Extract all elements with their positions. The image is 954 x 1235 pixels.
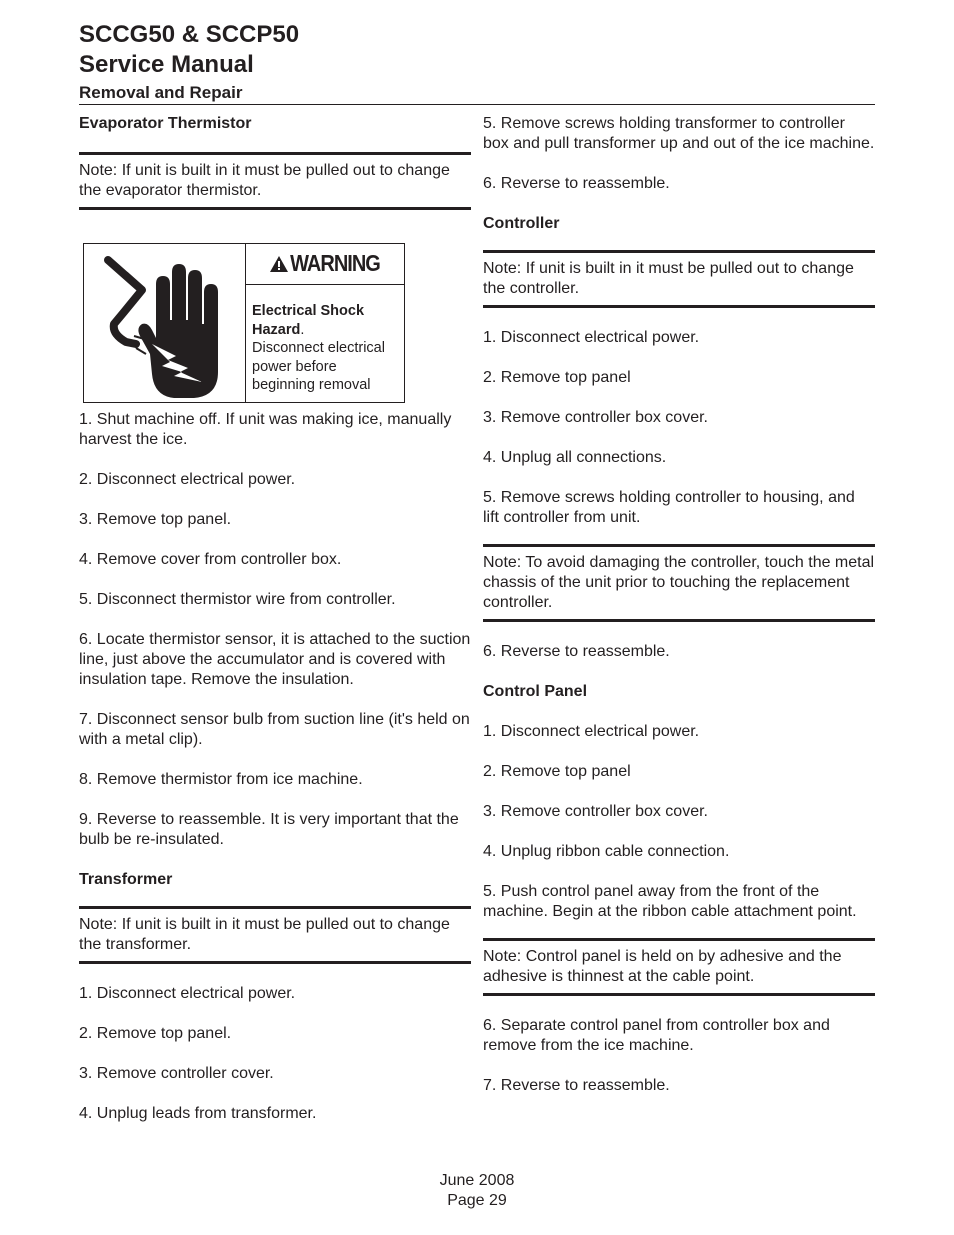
controller-step-2: 2. Remove top panel — [483, 369, 631, 386]
warning-triangle-icon — [270, 256, 288, 272]
panel-step-1: 1. Disconnect electrical power. — [483, 723, 700, 740]
evap-step-1: 1. Shut machine off. If unit was making ice, manually harvest the ice. — [79, 411, 452, 448]
right-column — [483, 114, 875, 1116]
controller-step-4: 4. Unplug all connections. — [483, 449, 667, 466]
panel-step-3: 3. Remove controller box cover. — [483, 803, 708, 820]
electric-shock-hand-icon — [84, 244, 246, 402]
title-line-2: Service Manual — [79, 51, 254, 78]
transformer-step-6: 6. Reverse to reassemble. — [483, 175, 670, 192]
control-panel-heading: Control Panel — [483, 683, 588, 700]
warning-box — [83, 243, 405, 403]
evap-step-3: 3. Remove top panel. — [79, 511, 232, 528]
warning-label — [246, 244, 404, 285]
evap-step-8: 8. Remove thermistor from ice machine. — [79, 771, 363, 788]
controller-step-1: 1. Disconnect electrical power. — [483, 329, 700, 346]
evap-step-4: 4. Remove cover from controller box. — [79, 551, 342, 568]
transformer-step-4: 4. Unplug leads from transformer. — [79, 1105, 317, 1122]
hazard-title: Electrical Shock Hazard — [252, 303, 365, 338]
warning-text — [252, 302, 402, 395]
panel-step-6: 6. Separate control panel from controller box and remove from the ice machine. — [483, 1017, 830, 1054]
header-divider — [79, 104, 875, 105]
page-title — [79, 20, 299, 80]
title-line-1: SCCG50 & SCCP50 — [79, 21, 300, 48]
panel-step-5: 5. Push control panel away from the front of the machine. Begin at the ribbon cable attachment point. — [483, 883, 857, 920]
control-panel-note: Note: Control panel is held on by adhesive and the adhesive is thinnest at the cable point. — [483, 938, 875, 996]
transformer-note: Note: If unit is built in it must be pulled out to change the transformer. — [79, 906, 471, 964]
evap-step-2: 2. Disconnect electrical power. — [79, 471, 296, 488]
footer-date: June 2008 — [439, 1172, 515, 1189]
evap-step-9: 9. Reverse to reassemble. It is very important that the bulb be re-insulated. — [79, 811, 459, 848]
controller-step-5: 5. Remove screws holding controller to housing, and lift controller from unit. — [483, 489, 855, 526]
hazard-description: Disconnect electrical power before beginning removal — [252, 340, 385, 393]
evap-heading: Evaporator Thermistor — [79, 115, 252, 132]
evap-note: Note: If unit is built in it must be pulled out to change the evaporator thermistor. — [79, 152, 471, 210]
transformer-step-5: 5. Remove screws holding transformer to controller box and pull transformer up and out of the ice machine. — [483, 115, 875, 152]
controller-step-6: 6. Reverse to reassemble. — [483, 643, 670, 660]
transformer-step-3: 3. Remove controller cover. — [79, 1065, 274, 1082]
panel-step-7: 7. Reverse to reassemble. — [483, 1077, 670, 1094]
transformer-step-1: 1. Disconnect electrical power. — [79, 985, 296, 1002]
panel-step-2: 2. Remove top panel — [483, 763, 631, 780]
transformer-heading: Transformer — [79, 871, 173, 888]
warning-word: WARNING — [290, 250, 380, 277]
transformer-step-2: 2. Remove top panel. — [79, 1025, 232, 1042]
section-title: Removal and Repair — [79, 83, 243, 102]
controller-heading: Controller — [483, 215, 560, 232]
evap-step-6: 6. Locate thermistor sensor, it is attached to the suction line, just above the accumulator and is covered with insulation tape. Remove the insulation. — [79, 631, 471, 688]
panel-step-4: 4. Unplug ribbon cable connection. — [483, 843, 730, 860]
controller-note-2: Note: To avoid damaging the controller, touch the metal chassis of the unit prior to touching the replacement controller. — [483, 544, 875, 622]
evap-step-7: 7. Disconnect sensor bulb from suction line (it's held on with a metal clip). — [79, 711, 470, 748]
controller-step-3: 3. Remove controller box cover. — [483, 409, 708, 426]
hazard-period: . — [300, 321, 305, 338]
controller-note: Note: If unit is built in it must be pulled out to change the controller. — [483, 250, 875, 308]
evap-step-5: 5. Disconnect thermistor wire from controller. — [79, 591, 396, 608]
left-column — [79, 114, 471, 1144]
footer-page-number: Page 29 — [447, 1192, 507, 1209]
